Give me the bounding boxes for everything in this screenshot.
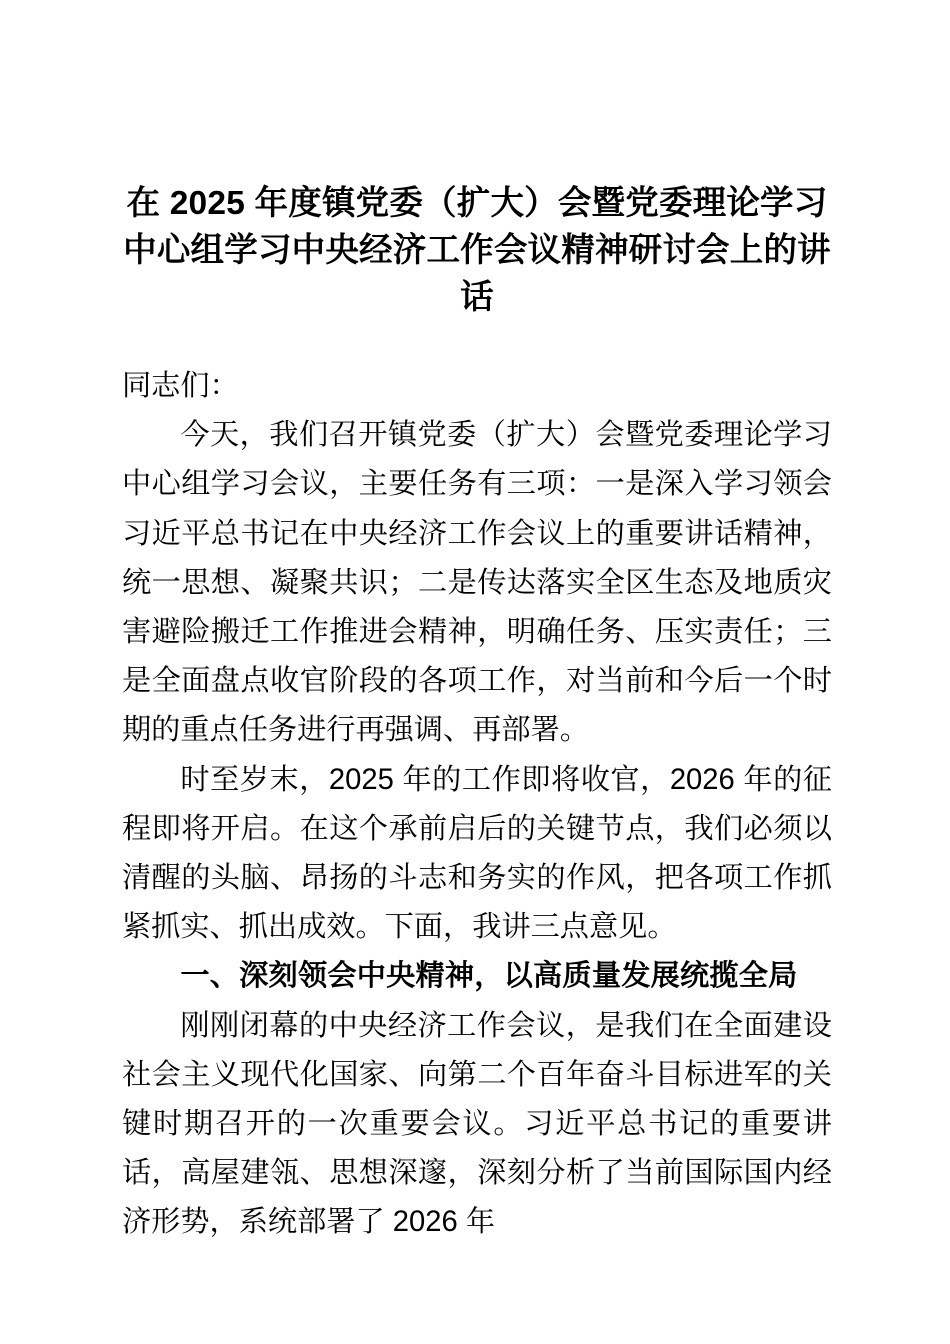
- section-heading-1: 一、深刻领会中央精神，以高质量发展统揽全局: [180, 960, 798, 993]
- document-body: [122, 362, 832, 1248]
- salutation-line: 同志们：: [122, 370, 239, 402]
- paragraph-1: 今天，我们召开镇党委（扩大）会暨党委理论学习中心组学习会议，主要任务有三项：一是深入学习领会习近平总书记在中央经济工作会议上的重要讲话精神，统一思想、凝聚共识；二是传达落实全区生态及地质灾害避险搬迁工作推进会精神，明确任务、压实责任；三是全面盘点收官阶段的各项工作，对当前和今后一个时期的重点任务进行再强调、再部署。: [122, 419, 832, 747]
- paragraph-3: 刚刚闭幕的中央经济工作会议，是我们在全面建设社会主义现代化国家、向第二个百年奋斗目标进军的关键时期召开的一次重要会议。习近平总书记的重要讲话，高屋建瓴、思想深邃，深刻分析了当前国际国内经济形势，系统部署了 2026 年: [122, 1009, 832, 1239]
- paragraph-2: 时至岁末，2025 年的工作即将收官，2026 年的征程即将开启。在这个承前启后的关键节点，我们必须以清醒的头脑、昂扬的斗志和务实的作风，把各项工作抓紧抓实、抓出成效。下面，我讲三点意见。: [122, 763, 832, 944]
- page-title: 在 2025 年度镇党委（扩大）会暨党委理论学习中心组学习中央经济工作会议精神研讨会上的讲话: [123, 185, 831, 316]
- page-content: [122, 0, 832, 1248]
